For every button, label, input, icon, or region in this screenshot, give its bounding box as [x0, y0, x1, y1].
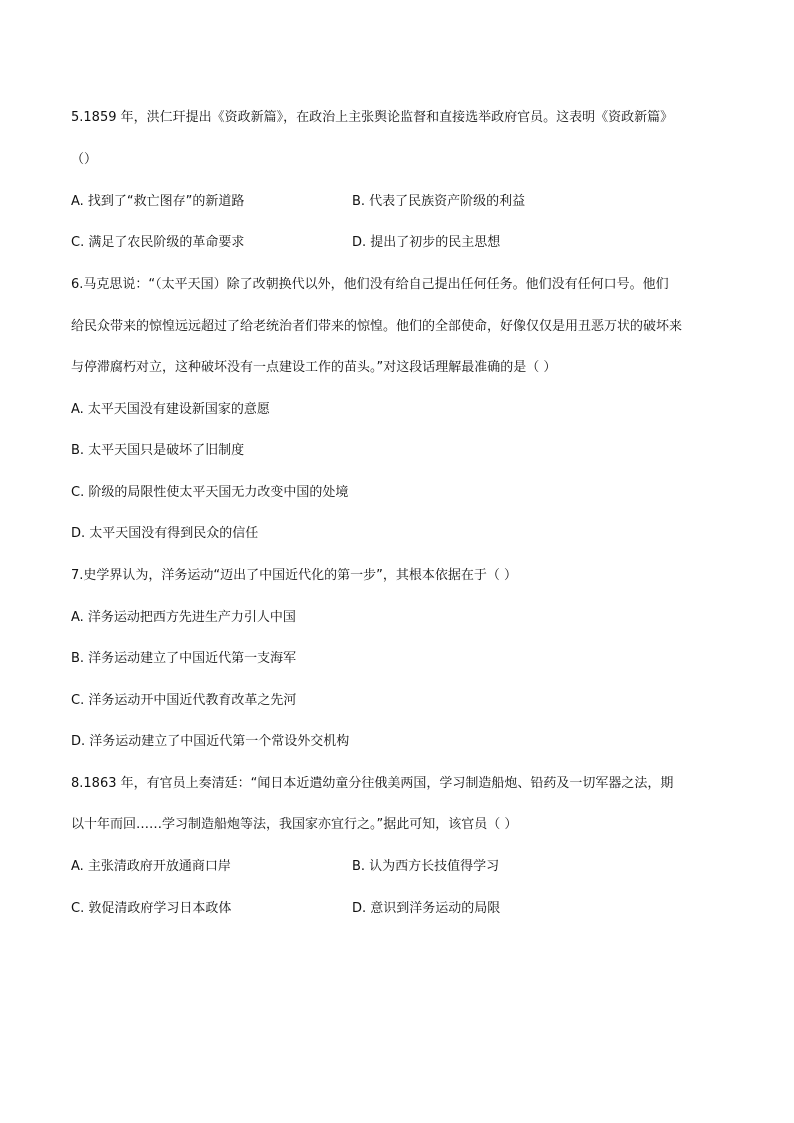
q6-option-c: C. 阶级的局限性使太平天国无力改变中国的处境 [71, 485, 349, 500]
q8-option-a: A. 主张清政府开放通商口岸 [71, 859, 231, 874]
q5-stem-line-1: 5.1859 年，洪仁玕提出《资政新篇》，在政治上主张舆论监督和直接选举政府官员。这表明《资政新篇》 [71, 110, 674, 125]
q6-option-b: B. 太平天国只是破坏了旧制度 [71, 443, 245, 458]
q7-option-c: C. 洋务运动开中国近代教育改革之先河 [71, 693, 297, 708]
q6-stem-line-2: 给民众带来的惊惶远远超过了给老统治者们带来的惊惶。他们的全部使命，好像仅仅是用丑恶万状的破坏来 [71, 319, 683, 334]
q8-stem-line-2: 以十年而回……学习制造船炮等法，我国家亦宜行之。”据此可知，该官员（ ） [71, 817, 518, 832]
q7-option-b: B. 洋务运动建立了中国近代第一支海军 [71, 651, 297, 666]
q7-option-d: D. 洋务运动建立了中国近代第一个常设外交机构 [71, 734, 350, 749]
q8-stem-line-1: 8.1863 年，有官员上奏清廷：“闻日本近遣幼童分往俄美两国，学习制造船炮、铅药及一切军器之法，期 [71, 776, 674, 791]
q6-stem-line-3: 与停滞腐朽对立，这种破坏没有一点建设工作的苗头。”对这段话理解最准确的是（ ） [71, 360, 557, 375]
q8-option-c: C. 敦促清政府学习日本政体 [71, 901, 232, 916]
q8-option-d: D. 意识到洋务运动的局限 [352, 901, 501, 916]
q6-stem-line-1: 6.马克思说：“（太平天国）除了改朝换代以外，他们没有给自己提出任何任务。他们没有任何口号。他们 [71, 277, 669, 292]
q7-stem-line-1: 7.史学界认为，洋务运动“迈出了中国近代化的第一步”，其根本依据在于（ ） [71, 568, 518, 583]
q5-stem-line-2: （） [71, 152, 98, 167]
q5-option-d: D. 提出了初步的民主思想 [352, 235, 501, 250]
q5-option-b: B. 代表了民族资产阶级的利益 [352, 194, 526, 209]
q5-option-a: A. 找到了“救亡图存”的新道路 [71, 194, 245, 209]
q8-option-b: B. 认为西方长技值得学习 [352, 859, 500, 874]
q7-option-a: A. 洋务运动把西方先进生产力引人中国 [71, 610, 296, 625]
q6-option-a: A. 太平天国没有建设新国家的意愿 [71, 402, 270, 417]
q6-option-d: D. 太平天国没有得到民众的信任 [71, 526, 259, 541]
q5-option-c: C. 满足了农民阶级的革命要求 [71, 235, 245, 250]
